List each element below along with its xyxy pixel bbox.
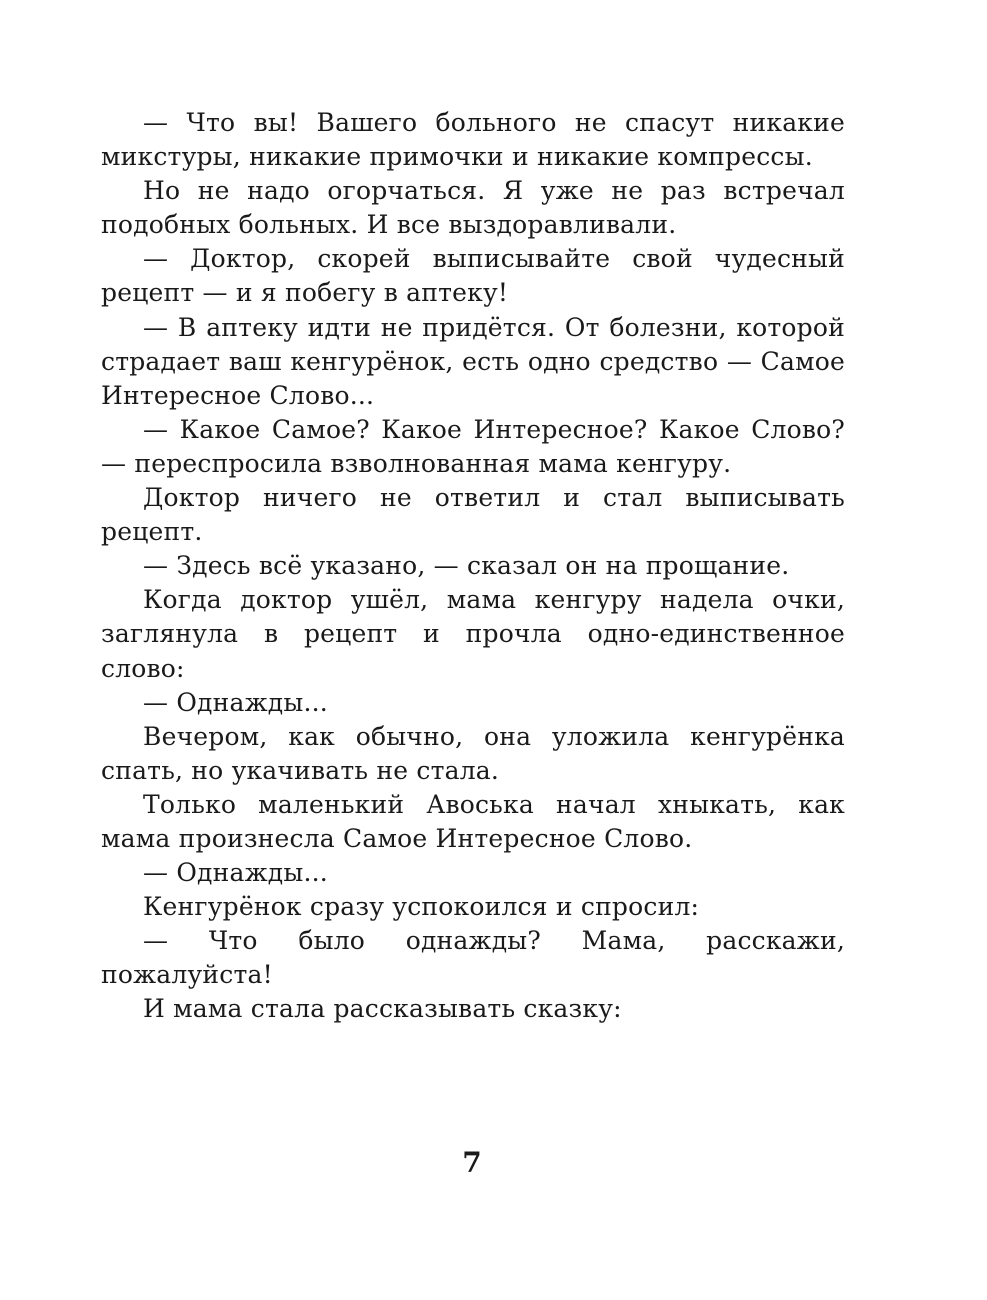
paragraph: — Однажды...	[143, 687, 328, 717]
paragraph: Кенгурёнок сразу успокоился и спросил:	[143, 892, 700, 922]
paragraph: — Доктор, скорей выписывайте свой чудесный рецепт — и я побегу в аптеку!	[101, 244, 845, 308]
paragraph: — Что было однажды? Мама, расскажи, пожалуйста!	[101, 926, 845, 990]
paragraph: — Здесь всё указано, — сказал он на прощание.	[143, 551, 790, 581]
paragraph: Вечером, как обычно, она уложила кенгурёнка спать, но укачивать не стала.	[101, 721, 845, 785]
paragraph: И мама стала рассказывать сказку:	[143, 994, 622, 1024]
body-text	[101, 106, 845, 1027]
paragraph: — Какое Самое? Какое Интересное? Какое Слово? — переспросила взволнованная мама кенгуру.	[101, 414, 845, 478]
paragraph: Когда доктор ушёл, мама кенгуру надела очки, заглянула в рецепт и прочла одно-единственное слово:	[101, 585, 845, 683]
page-number: 7	[462, 1146, 482, 1179]
paragraph: Но не надо огорчаться. Я уже не раз встречал подобных больных. И все выздоравливали.	[101, 176, 845, 240]
paragraph: Только маленький Авоська начал хныкать, как мама произнесла Самое Интересное Слово.	[101, 789, 845, 853]
paragraph: — Что вы! Вашего больного не спасут никакие микстуры, никакие примочки и никакие компрессы.	[101, 108, 845, 172]
paragraph: — В аптеку идти не придётся. От болезни, которой страдает ваш кенгурёнок, есть одно средство — Самое Интересное Слово...	[101, 312, 845, 410]
paragraph: Доктор ничего не ответил и стал выписывать рецепт.	[101, 483, 845, 547]
paragraph: — Однажды...	[143, 858, 328, 888]
